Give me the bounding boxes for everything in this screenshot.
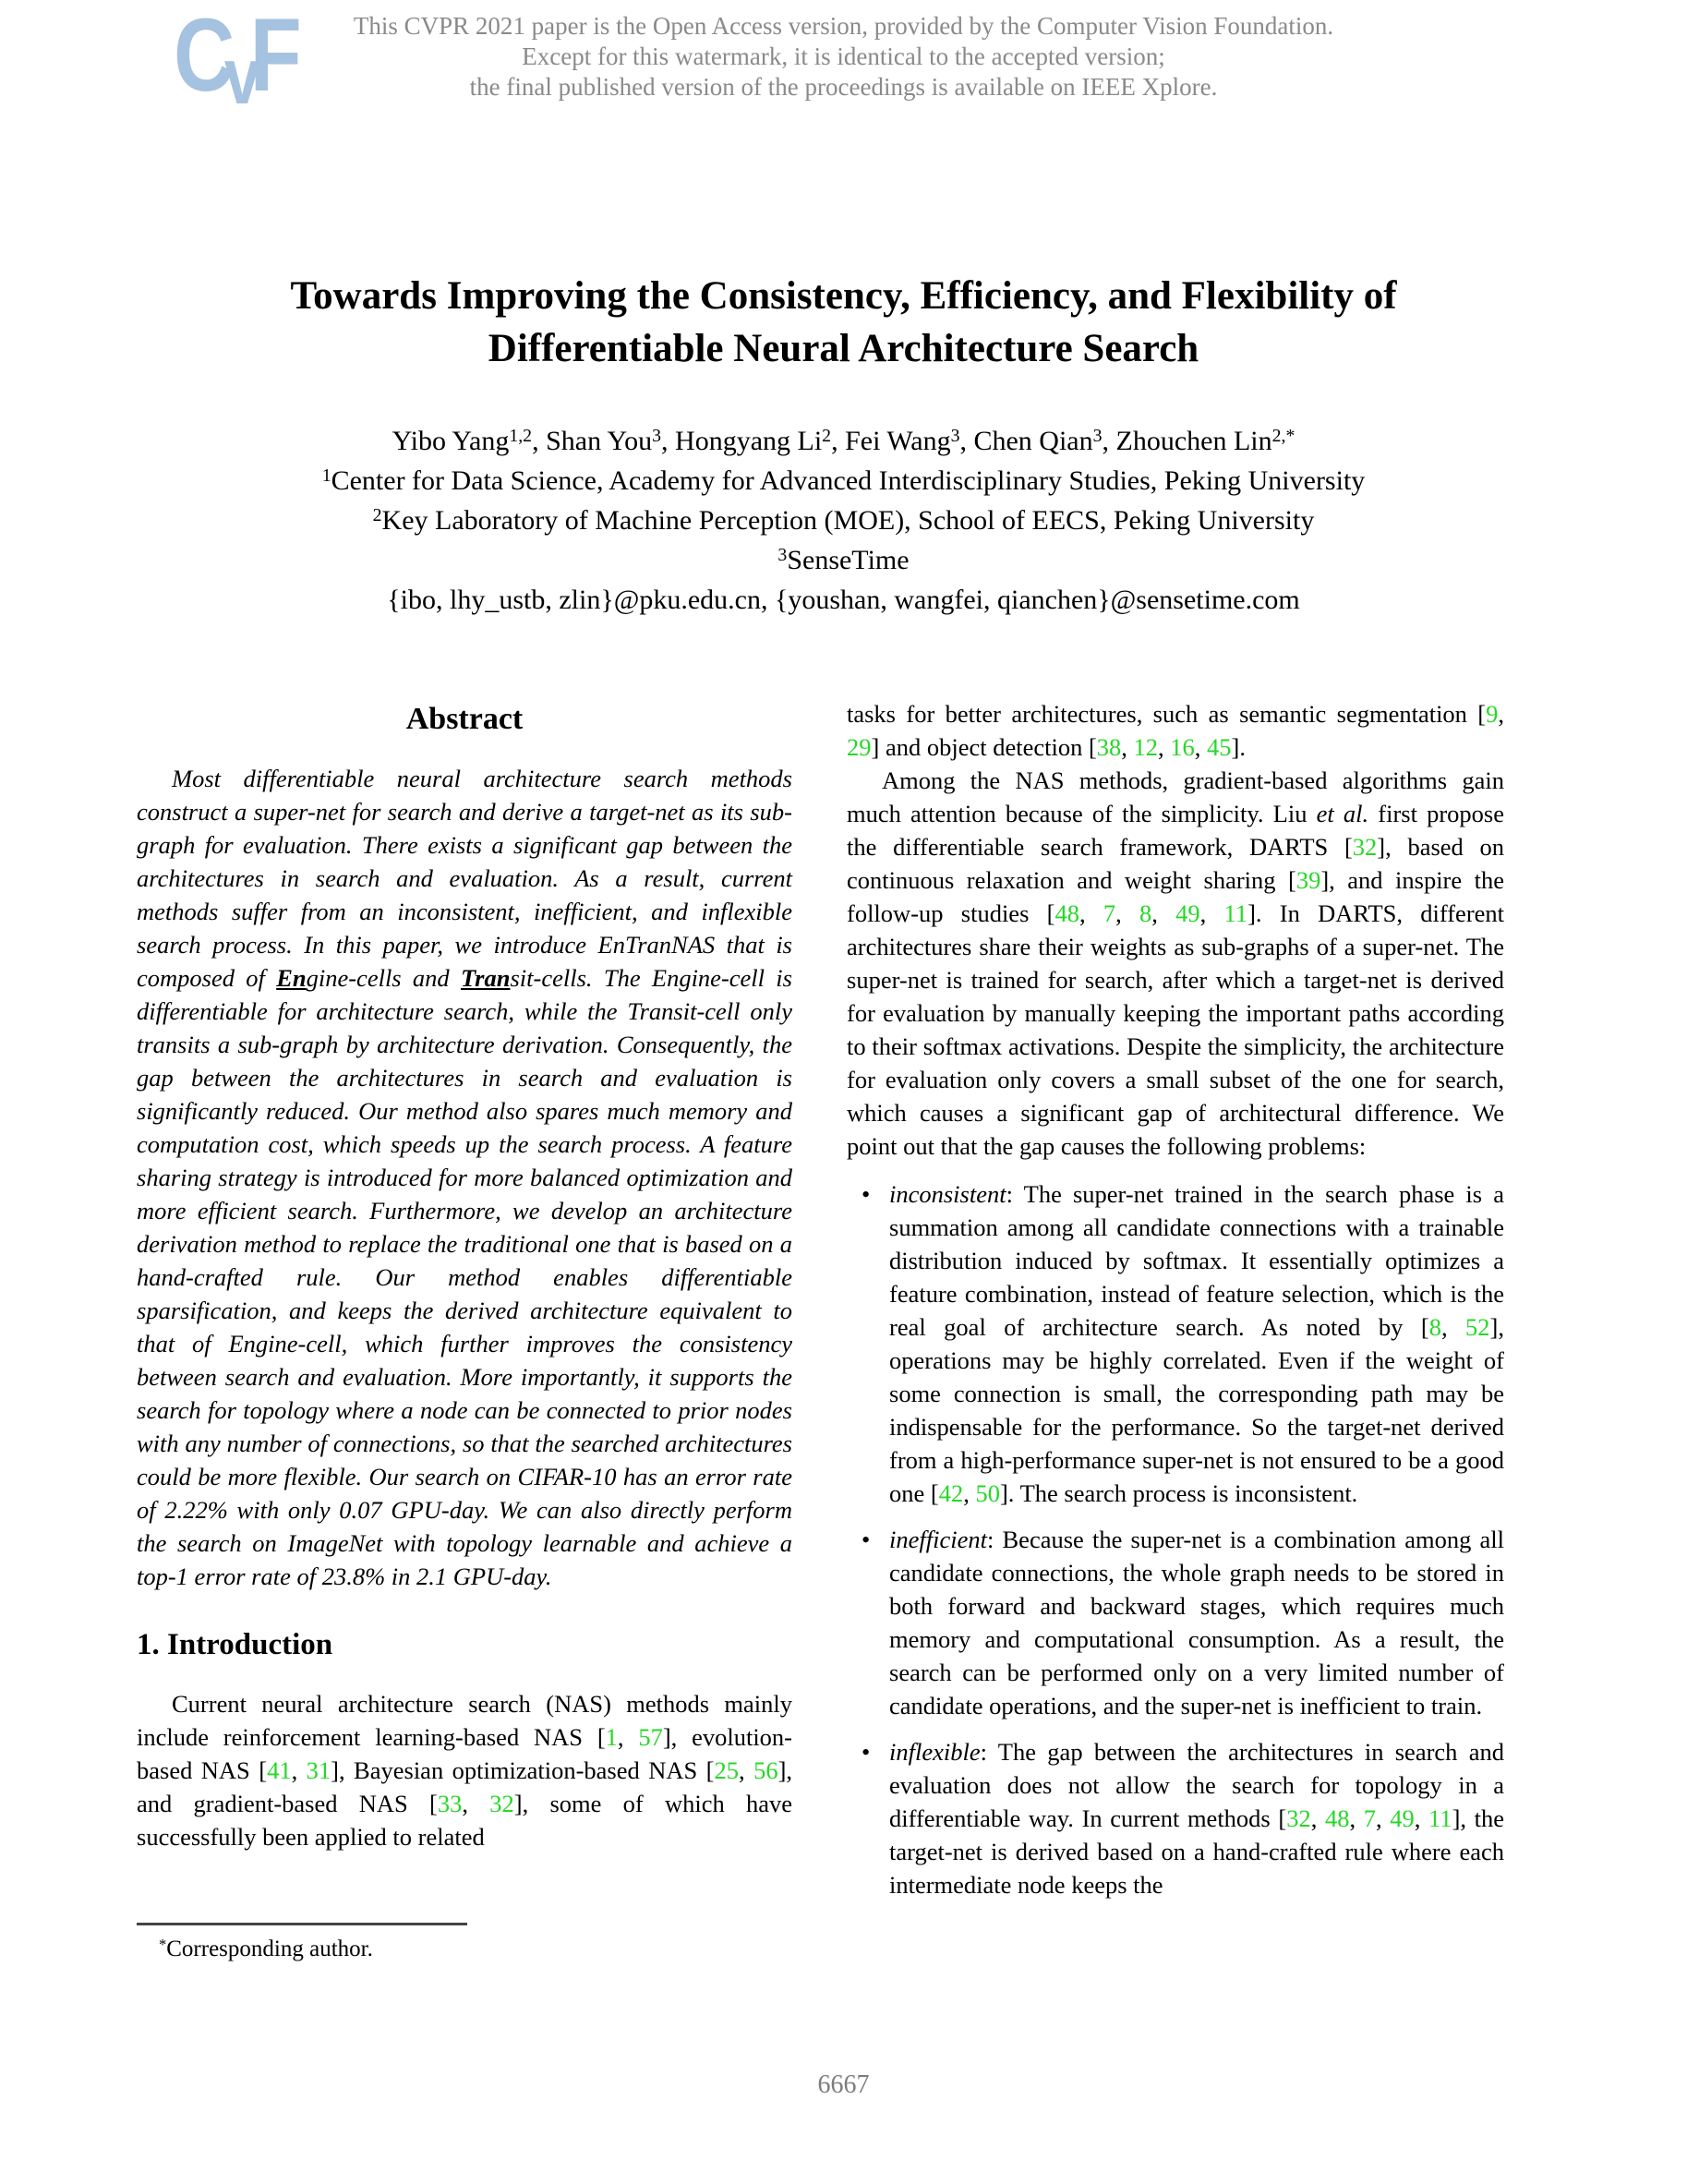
text-run: inconsistent [889,1180,1006,1208]
abstract-heading: Abstract [405,702,524,736]
text-run: , Hongyang Li [661,426,823,456]
text-run: SenseTime [787,545,910,575]
list-item [847,1523,1504,1722]
citation-ref: 45 [1207,733,1232,761]
citation-ref: 56 [753,1756,778,1784]
text-run: , [1414,1804,1429,1832]
footnote-rule [137,1923,467,1925]
text-run: first propose the differentiable search framework, DARTS [ [847,800,1504,861]
citation-ref: 32 [1352,833,1378,861]
email-line: {ibo, lhy_ustb, zlin}@pku.edu.cn, {youshan, wangfei, qianchen}@sensetime.com [387,585,1300,615]
text-run: , [291,1756,307,1784]
text-run: 1,2 [509,426,533,447]
text-run: ] and object detection [ [871,733,1097,761]
text-run: , [1498,700,1504,728]
text-run: ], Bayesian optimization-based NAS [ [331,1756,715,1784]
text-run: ]. In DARTS, different architectures share their weights as sub-graphs of a super-net. The super-net is trained for search, after which a target-net is derived for evaluation by manually keeping the important paths according to their softmax activations. Despite the simplicity, the architecture for evaluation only covers a small subset of the one for search, which causes a significant gap of architectural difference. We point out that the gap causes the following problems: [847,899,1505,1160]
cvf-logo-letter: C [174,0,224,113]
citation-ref: 11 [1428,1804,1452,1832]
text-run: , Shan You [532,426,653,456]
text-run: 3 [652,426,662,447]
citation-ref: 8 [1139,899,1152,927]
text-run: 3 [1092,426,1103,447]
paper-title-line: Differentiable Neural Architecture Search [488,327,1199,370]
author-names [0,423,1687,463]
citation-ref: 32 [1286,1804,1311,1832]
paper-title [0,270,1687,375]
text-run: , [1440,1313,1466,1341]
text-run: ], the target-net is derived based on a hand-crafted rule where each intermediate node keeps the [889,1804,1505,1899]
citation-ref: 16 [1170,733,1195,761]
list-item-text [889,1180,1504,1507]
list-item-text [889,1738,1504,1899]
citation-ref: 25 [714,1756,739,1784]
bullet-icon: • [862,1738,871,1766]
citation-ref: 48 [1054,899,1079,927]
affiliation-line [0,463,1687,502]
citation-ref: 42 [938,1479,964,1507]
text-run: Tran [460,964,511,992]
citation-ref: 7 [1103,899,1116,927]
paragraph [847,697,1504,764]
text-run: , [1376,1804,1391,1832]
affiliation-line [0,502,1687,542]
text-run: , [1115,899,1139,927]
text-run: inefficient [889,1526,987,1553]
text-run: Most differentiable neural architecture search methods construct a super-net for search and derive a target-net as its sub-graph for evaluation. There exists a significant gap between the architectures in search and evaluation. As a result, current methods suffer from an inconsistent, inefficient, and inflexible search process. In this paper, we introduce EnTranNAS that is composed of [137,765,792,992]
watermark-line: This CVPR 2021 paper is the Open Access version, provided by the Computer Vision Foundation. [353,12,1334,40]
text-run: , [1121,733,1134,761]
text-run: ], evolution-based NAS [ [137,1723,793,1784]
footnote [137,1923,792,1962]
text-run: : The gap between the architectures in search and evaluation does not allow the search for topology in a differentiable way. In current methods [ [889,1738,1504,1832]
text-run: , [963,1479,976,1507]
citation-ref: 9 [1486,700,1499,728]
affiliation-line [0,542,1687,582]
text-run: inflexible [889,1738,981,1766]
citation-ref: 49 [1175,899,1200,927]
text-run: 2 [822,426,832,447]
text-run: et al. [1316,800,1369,827]
text-run: , [1078,899,1103,927]
text-run: , [617,1723,639,1751]
bullet-icon: • [862,1526,871,1553]
text-run: Current neural architecture search (NAS) methods mainly include reinforcement learning-based NAS [ [137,1690,792,1751]
cvf-logo-letter: v [223,32,250,121]
list-item [847,1177,1504,1510]
citation-ref: 29 [847,733,872,761]
citation-ref: 1 [605,1723,618,1751]
text-run: * [159,1935,167,1953]
watermark [0,11,1687,103]
text-run: Center for Data Science, Academy for Advanced Interdisciplinary Studies, Peking University [331,465,1366,496]
citation-ref: 48 [1324,1804,1350,1832]
left-column [137,697,792,1853]
text-run: , [1349,1804,1364,1832]
citation-ref: 57 [638,1723,663,1751]
citation-ref: 52 [1465,1313,1490,1341]
text-run: ]. The search process is inconsistent. [999,1479,1358,1507]
text-run: 3 [950,426,960,447]
list-item [847,1735,1504,1901]
intro-paragraph [137,1687,792,1853]
citation-ref: 41 [267,1756,292,1784]
text-run: : The super-net trained in the search phase is a summation among all candidate connections with a trainable distribution induced by softmax. It essentially optimizes a feature combination, instead of feature selection, which is the real goal of architecture search. As noted by [ [889,1180,1504,1341]
citation-ref: 38 [1096,733,1122,761]
text-run: Among the NAS methods, gradient-based algorithms gain much attention because of the simplicity. Liu [847,766,1504,827]
text-run: , [1194,733,1208,761]
text-run: , [1199,899,1224,927]
citation-ref: 32 [489,1790,514,1817]
cvf-logo-letter: F [249,0,292,113]
paper-title-line: Towards Improving the Consistency, Efficiency, and Flexibility of [290,274,1397,318]
citation-ref: 11 [1223,899,1248,927]
text-run: ], some of which have successfully been applied to related [137,1790,793,1851]
bullet-icon: • [862,1180,871,1208]
text-run: Key Laboratory of Machine Perception (MOE), School of EECS, Peking University [381,505,1315,536]
text-run: , Zhouchen Lin [1102,426,1272,456]
citation-ref: 49 [1390,1804,1415,1832]
right-column [847,697,1504,1914]
text-run: , [1151,899,1176,927]
text-run: , Fei Wang [831,426,951,456]
text-run: , Chen Qian [959,426,1093,456]
text-run: Corresponding author. [166,1937,373,1961]
citation-ref: 8 [1428,1313,1441,1341]
list-item-text [889,1526,1504,1719]
text-run: En [276,964,307,992]
text-run: 1 [321,465,331,487]
text-run: ], operations may be highly correlated. Even if the weight of some connection is small, the corresponding path may be indispensable for the performance. So the target-net derived from a high-performance super-net is not ensured to be a good one [ [889,1313,1504,1507]
text-run: : Because the super-net is a combination among all candidate connections, the whole graph needs to be stored in both forward and backward stages, which requires much memory and computational consumption. As a result, the search can be performed only on a very limited number of candidate operations, and the super-net is inefficient to train. [889,1526,1504,1719]
citation-ref: 31 [306,1756,331,1784]
citation-ref: 50 [975,1479,1000,1507]
citation-ref: 7 [1363,1804,1376,1832]
watermark-line: the final published version of the proceedings is available on IEEE Xplore. [469,73,1218,101]
text-run: 2,* [1271,426,1295,447]
citation-ref: 12 [1133,733,1159,761]
text-run: 2 [372,505,382,526]
text-run: 3 [777,545,788,566]
citation-ref: 39 [1295,866,1321,894]
footnote-text [137,1937,792,1962]
text-run: ], and inspire the follow-up studies [ [847,866,1504,927]
text-run: , [1310,1804,1325,1832]
text-run: , [462,1790,490,1817]
text-run: gine-cells and [306,964,461,992]
abstract-body [137,762,792,1593]
text-run: ], and gradient-based NAS [ [137,1756,793,1817]
text-run: Yibo Yang [392,426,510,456]
citation-ref: 33 [437,1790,463,1817]
problem-list [847,1177,1504,1901]
paragraph [847,764,1504,1163]
text-run: ]. [1231,733,1246,761]
text-run: , [1158,733,1171,761]
text-run: sit-cells. The Engine-cell is differentiable for architecture search, while the Transit-cell only transits a sub-graph by architecture derivation. Consequently, the gap between the architectures in search and evaluation is significantly reduced. Our method also spares much memory and computation cost, which speeds up the search process. A feature sharing strategy is introduced for more balanced optimization and more efficient search. Furthermore, we develop an architecture derivation method to replace the traditional one that is based on a hand-crafted rule. Our method enables differentiable sparsification, and keeps the derived architecture equivalent to that of Engine-cell, which further improves the consistency between search and evaluation. More importantly, it supports the search for topology where a node can be connected to prior nodes with any number of connections, so that the searched architectures could be more flexible. Our search on CIFAR-10 has an error rate of 2.22% with only 0.07 GPU-day. We can also directly perform the search on ImageNet with topology learnable and achieve a top-1 error rate of 23.8% in 2.1 GPU-day. [137,964,792,1590]
author-block [0,423,1687,619]
text-run: , [738,1756,754,1784]
section-heading-introduction: 1. Introduction [137,1628,333,1661]
text-run: tasks for better architectures, such as semantic segmentation [ [847,700,1487,728]
page-number: 6667 [817,2070,870,2099]
watermark-line: Except for this watermark, it is identical to the accepted version; [522,42,1165,70]
text-run: ], based on continuous relaxation and weight sharing [ [847,833,1504,894]
